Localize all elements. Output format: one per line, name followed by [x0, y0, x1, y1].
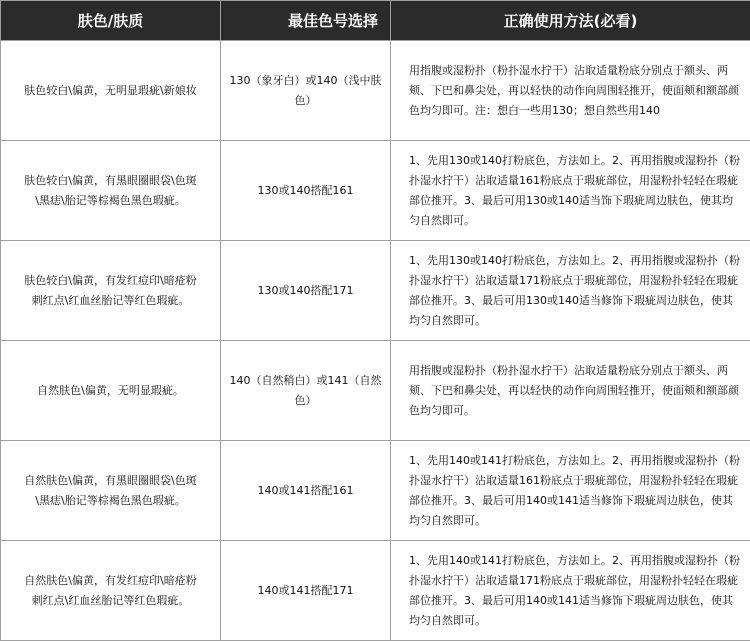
method-cell: 用指腹或湿粉扑（粉扑湿水拧干）沾取适量粉底分别点于额头、两颊、下巴和鼻尖处，再以轻快的动作向周围轻推开，使面颊和额部颜色均匀即可。注：想白一些用130；想自然些用140	[391, 41, 750, 141]
shade-cell: 130或140搭配161	[221, 141, 391, 241]
method-cell: 1、先用130或140打粉底色，方法如上。2、再用指腹或湿粉扑（粉扑湿水拧干）沾取适量171粉底点于瑕疵部位，用湿粉扑轻轻在瑕疵部位推开。3、最后可用130或140适当修饰下瑕疵周边肤色，使其均匀自然即可。	[391, 241, 750, 341]
table-row	[1, 541, 750, 641]
header-skin: 肤色/肤质	[1, 1, 221, 41]
skin-cell: 自然肤色\偏黄，无明显瑕疵。	[1, 341, 221, 441]
skin-cell: 自然肤色\偏黄，有黑眼圈眼袋\色斑\黑痣\胎记等棕褐色黑色瑕疵。	[1, 441, 221, 541]
table-row	[1, 141, 750, 241]
method-cell: 1、先用130或140打粉底色，方法如上。2、再用指腹或湿粉扑（粉扑湿水拧干）沾取适量161粉底点于瑕疵部位，用湿粉扑轻轻在瑕疵部位推开。3、最后可用130或140适当饰下瑕疵周边肤色，使其均匀自然即可。	[391, 141, 750, 241]
skin-cell: 肤色较白\偏黄，无明显瑕疵\新娘妆	[1, 41, 221, 141]
shade-cell: 140（自然稍白）或141（自然色）	[221, 341, 391, 441]
shade-cell: 130或140搭配171	[221, 241, 391, 341]
skin-cell: 肤色较白\偏黄，有黑眼圈眼袋\色斑\黑痣\胎记等棕褐色黑色瑕疵。	[1, 141, 221, 241]
method-cell: 1、先用140或141打粉底色，方法如上。2、再用指腹或湿粉扑（粉扑湿水拧干）沾取适量171粉底点于瑕疵部位，用湿粉扑轻轻在瑕疵部位推开。3、最后可用140或141适当修饰下瑕疵周边肤色，使其均匀自然即可。	[391, 541, 750, 641]
table-row	[1, 241, 750, 341]
method-cell: 用指腹或湿粉扑（粉扑湿水拧干）沾取适量粉底分别点于额头、两颊、下巴和鼻尖处，再以轻快的动作向周围轻推开，使面颊和额部颜色均匀即可。	[391, 341, 750, 441]
header-shade: 最佳色号选择	[221, 1, 391, 41]
method-cell: 1、先用140或141打粉底色，方法如上。2、再用指腹或湿粉扑（粉扑湿水拧干）沾取适量161粉底点于瑕疵部位，用湿粉扑轻轻在瑕疵部位推开。3、最后可用140或141适当修饰下瑕疵周边肤色，使其均匀自然即可。	[391, 441, 750, 541]
table-row	[1, 441, 750, 541]
header-row	[1, 1, 750, 41]
shade-cell: 140或141搭配161	[221, 441, 391, 541]
table-row	[1, 341, 750, 441]
skin-cell: 肤色较白\偏黄，有发红痘印\暗疮粉刺红点\红血丝胎记等红色瑕疵。	[1, 241, 221, 341]
shade-cell: 140或141搭配171	[221, 541, 391, 641]
skin-cell: 自然肤色\偏黄，有发红痘印\暗疮粉刺红点\红血丝胎记等红色瑕疵。	[1, 541, 221, 641]
header-method: 正确使用方法(必看)	[391, 1, 750, 41]
table-row	[1, 41, 750, 141]
shade-cell: 130（象牙白）或140（浅中肤色）	[221, 41, 391, 141]
